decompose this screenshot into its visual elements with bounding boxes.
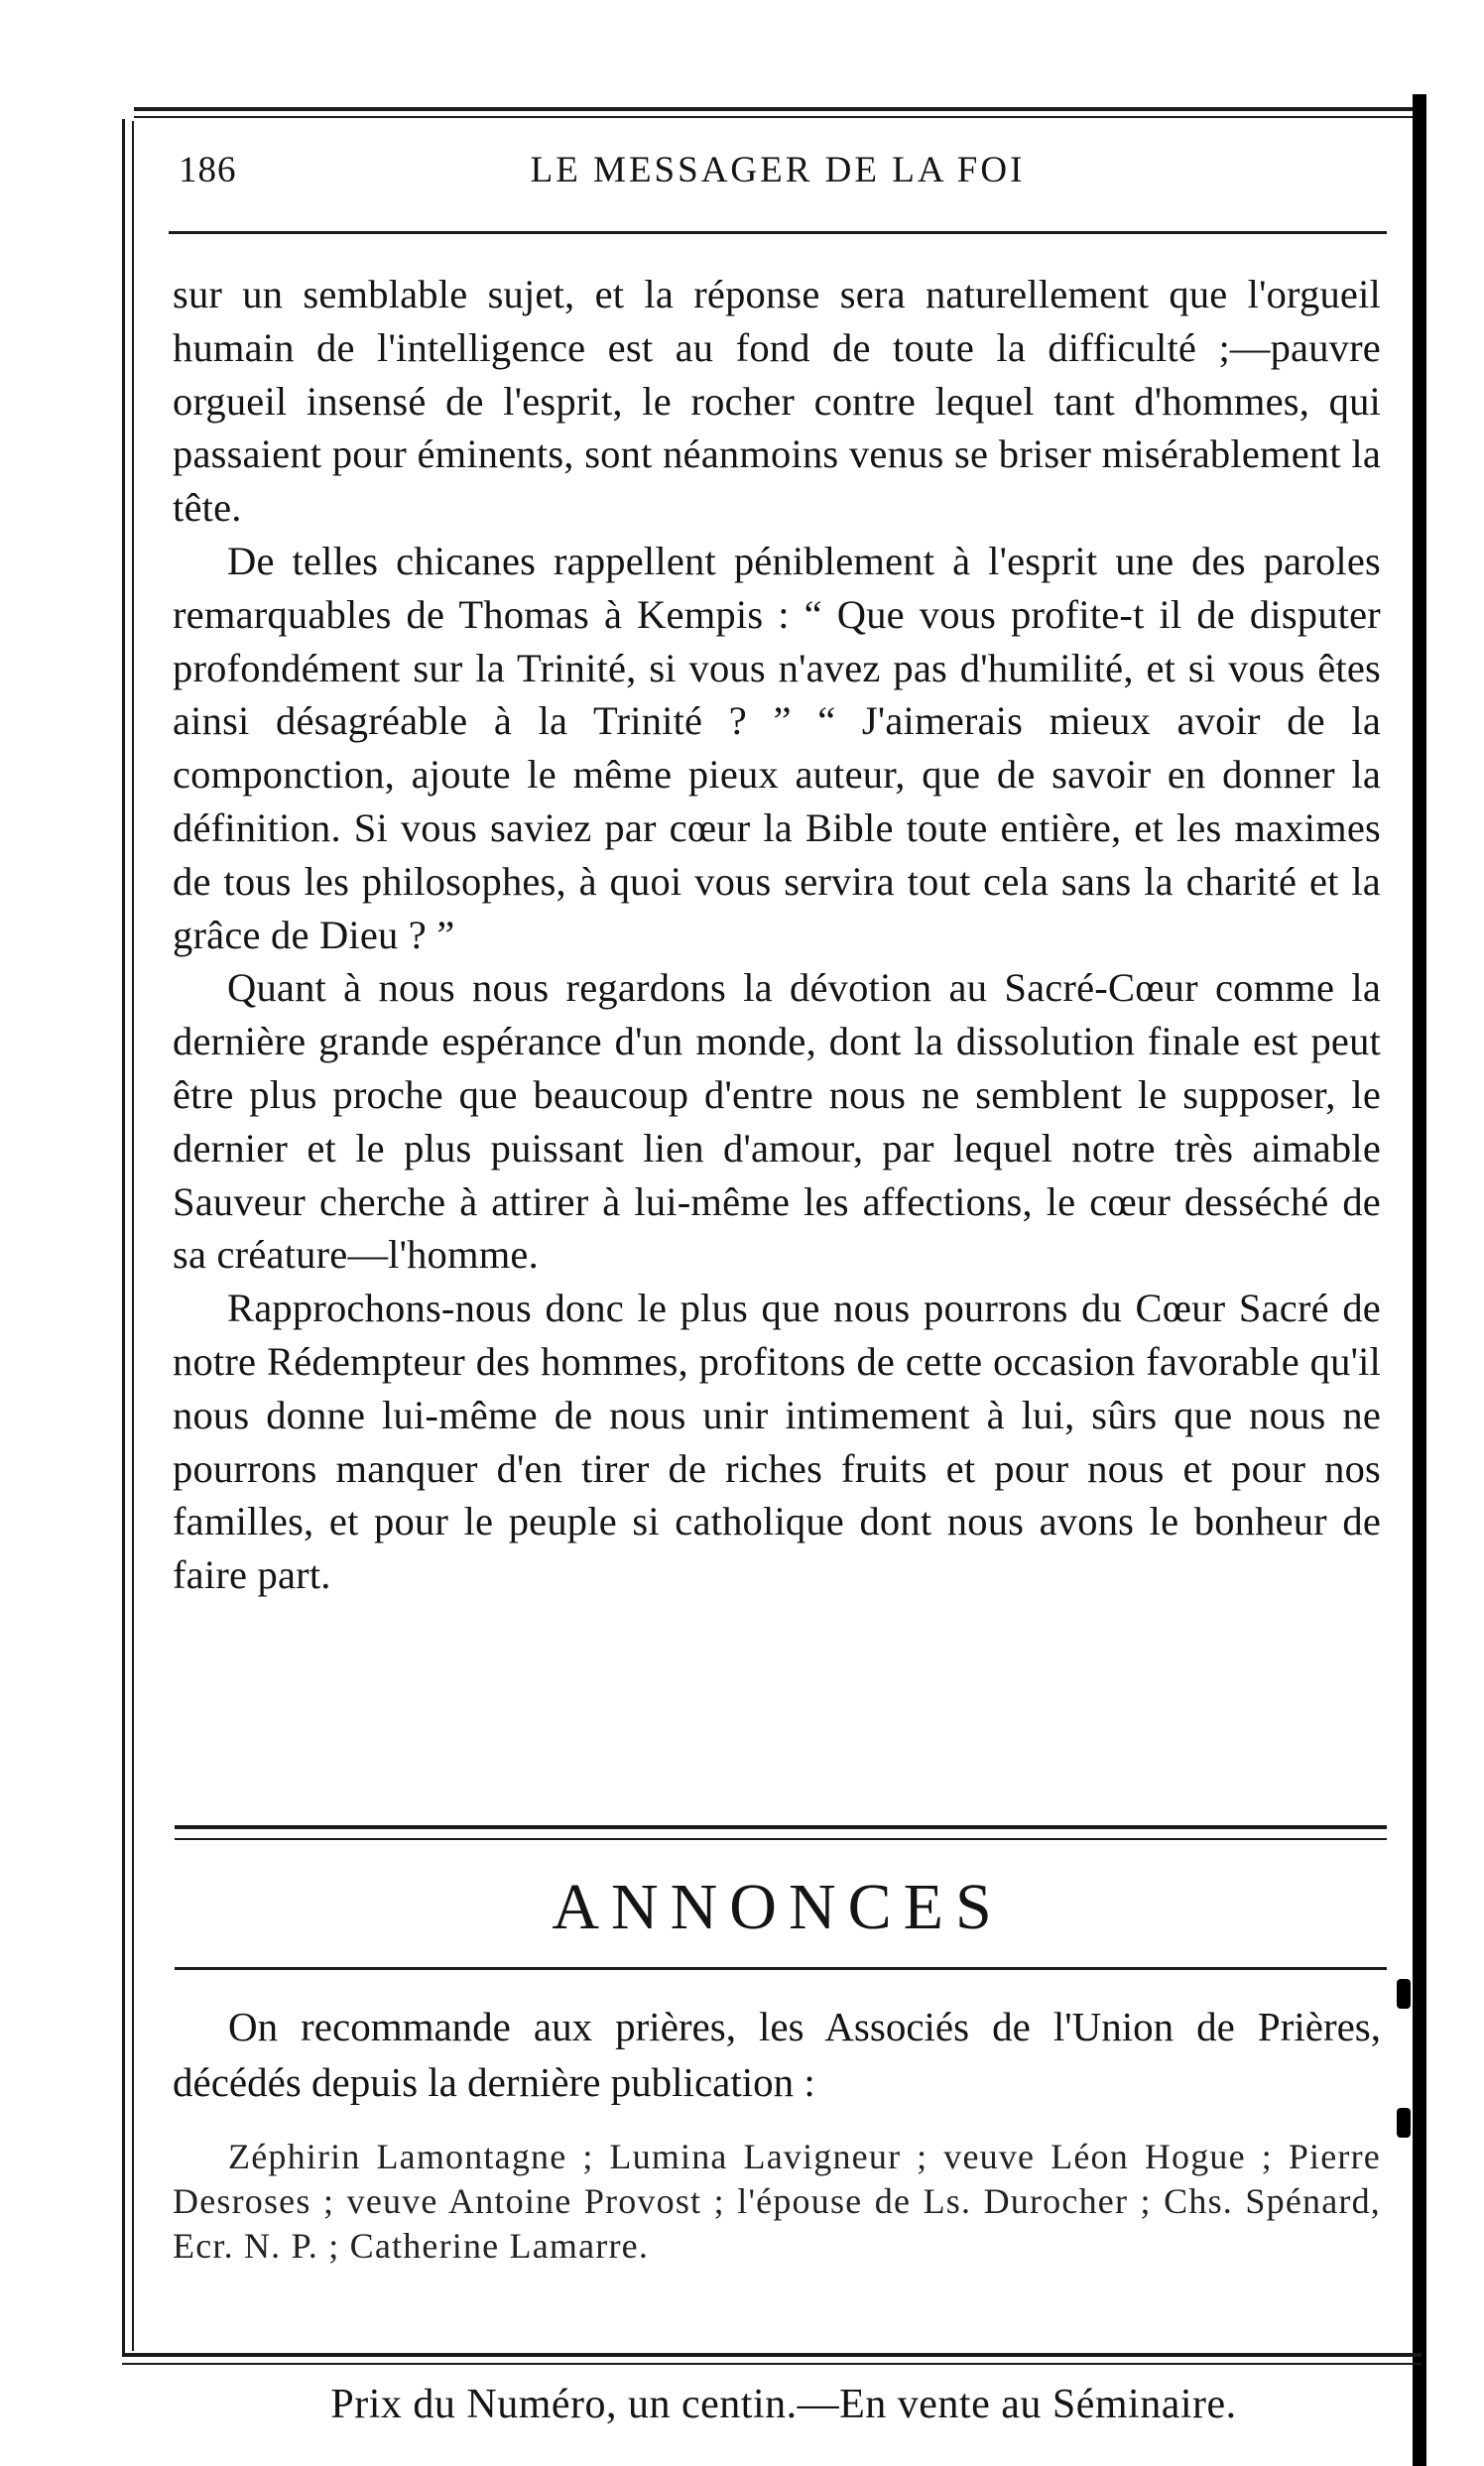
paragraph: Rapprochons-nous donc le plus que nous pourrons du Cœur Sacré de notre Rédempteur des hommes, profitons de cette occasion favorable qu'il nous donne lui-même de nous unir intimement à lui, sûrs que nous ne pourrons manquer d'en tirer de riches fruits et pour nous et pour nos familles, et pour le peuple si catholique dont nous avons le bonheur de faire part. bbox=[173, 1286, 1381, 1598]
section-separator bbox=[175, 1825, 1387, 1829]
annonces-rule bbox=[175, 1967, 1387, 1970]
paragraph: De telles chicanes rappellent péniblement à l'esprit une des paroles remarquables de Thomas à Kempis : “ Que vous profite-t il de disputer profondément sur la Trinité, si vous n'avez pas d'humilité, et si vous êtes ainsi désagréable à la Trinité ? ” “ J'aimerais mieux avoir de la componction, ajoute le même pieux auteur, que de savoir en donner la définition. Si vous saviez par cœur la Bible toute entière, et les maximes de tous les philosophes, à quoi vous servira tout cela sans la charité et la grâce de Dieu ? ” bbox=[173, 538, 1381, 957]
running-title: LE MESSAGER DE LA FOI bbox=[530, 150, 1026, 190]
scan-blot bbox=[1397, 1979, 1411, 2009]
right-scan-edge bbox=[1413, 94, 1426, 2466]
annonces-heading: ANNONCES bbox=[552, 1871, 1004, 1943]
intro-paragraph: On recommande aux prières, les Associés de l'Union de Prières, décédés depuis la dernière publication : bbox=[173, 2004, 1381, 2105]
deceased-names: Zéphirin Lamontagne ; Lumina Lavigneur ; veuve Léon Hogue ; Pierre Desroses ; veuve Antoine Provost ; l'épouse de Ls. Durocher ; Chs. Spénard, Ecr. N. P. ; Catherine Lamarre. bbox=[173, 2137, 1381, 2266]
top-rule-thin bbox=[134, 116, 1419, 118]
article-body bbox=[173, 268, 1381, 1602]
page-header bbox=[169, 149, 1387, 198]
section-separator-thin bbox=[175, 1838, 1387, 1840]
left-border-inner bbox=[132, 121, 134, 2351]
annonces-intro bbox=[173, 1999, 1381, 2110]
top-rule bbox=[134, 107, 1419, 111]
bottom-rule bbox=[122, 2353, 1422, 2357]
deceased-list bbox=[173, 2135, 1381, 2269]
bottom-rule-thin bbox=[122, 2363, 1422, 2365]
left-border bbox=[122, 119, 125, 2353]
paragraph: Quant à nous nous regardons la dévotion au Sacré-Cœur comme la dernière grande espérance d'un monde, dont la dissolution finale est peut être plus proche que beaucoup d'entre nous ne semblent le supposer, le dernier et le plus puissant lien d'amour, par lequel notre très aimable Sauveur cherche à attirer à lui-même les affections, le cœur desséché de sa créature—l'homme. bbox=[173, 965, 1381, 1278]
price-footer: Prix du Numéro, un centin.—En vente au Séminaire. bbox=[330, 2382, 1237, 2427]
page-number: 186 bbox=[179, 150, 237, 190]
scan-blot bbox=[1397, 2108, 1411, 2138]
paragraph: sur un semblable sujet, et la réponse sera naturellement que l'orgueil humain de l'intelligence est au fond de toute la difficulté ;—pauvre orgueil insensé de l'esprit, le rocher contre lequel tant d'hommes, qui passaient pour éminents, sont néanmoins venus se briser misérablement la tête. bbox=[173, 272, 1381, 531]
header-rule bbox=[169, 231, 1387, 234]
